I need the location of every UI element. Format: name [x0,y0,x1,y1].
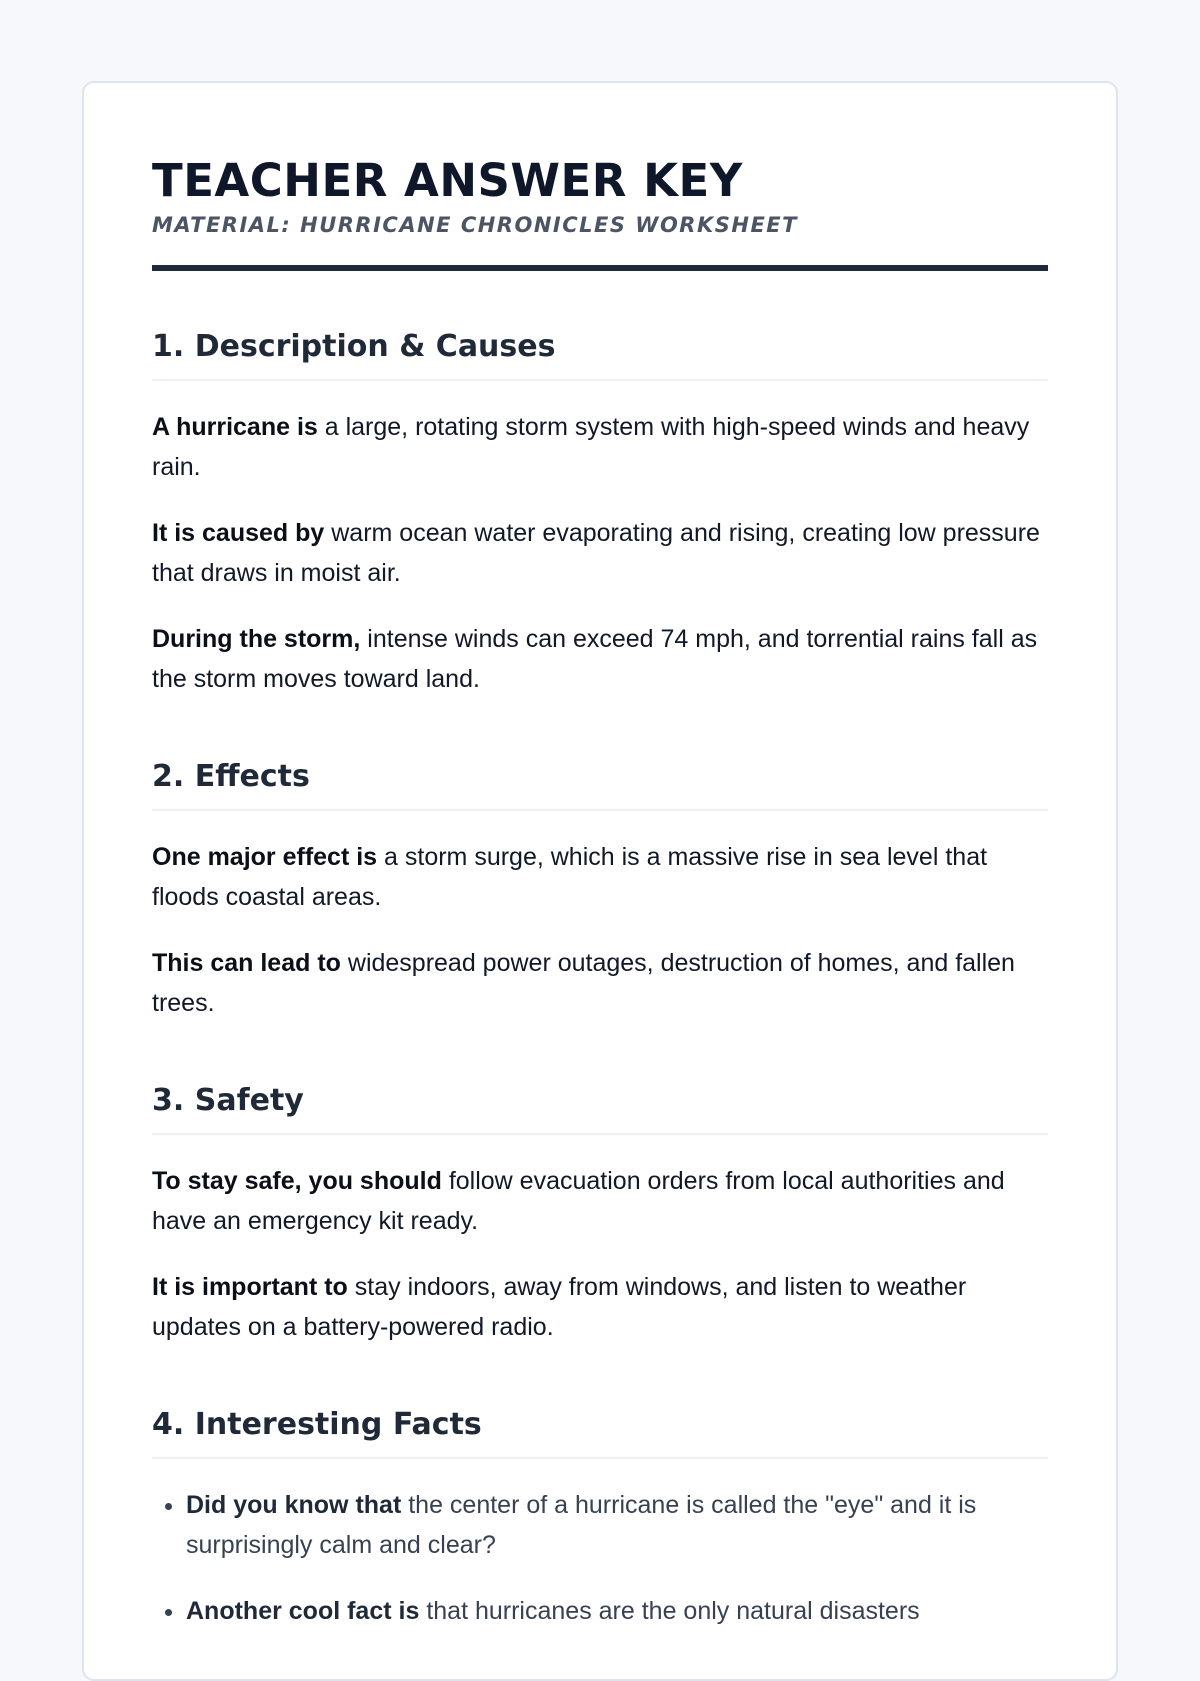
answer-text: intense winds can exceed 74 mph, and torrential rains fall as the storm moves toward land. [152,625,1038,693]
answer-text: widespread power outages, destruction of homes, and fallen trees. [152,949,1015,1017]
answer-lead: To stay safe, you should [152,1167,442,1195]
fact-lead: Another cool fact is [186,1597,420,1625]
answer-text: follow evacuation orders from local authorities and have an emergency kit ready. [152,1167,1005,1235]
answer-paragraph [152,1161,1048,1241]
section-effects [152,757,1048,1023]
fact-text: that hurricanes are the only natural disasters [419,1597,920,1625]
answer-lead: During the storm, [152,625,361,653]
answer-key-card [82,81,1118,1681]
answer-paragraph [152,407,1048,487]
fact-lead: Did you know that [186,1491,402,1519]
answer-paragraph [152,837,1048,917]
title-divider [152,265,1048,271]
answer-paragraph [152,513,1048,593]
section-interesting-facts [152,1405,1048,1631]
section-description-causes [152,327,1048,699]
list-item [186,1485,1048,1565]
answer-paragraph [152,943,1048,1023]
section-heading: 4. Interesting Facts [152,1405,1048,1459]
answer-lead: This can lead to [152,949,341,977]
fact-text: the center of a hurricane is called the "eye" and it is surprisingly calm and clear? [186,1491,977,1559]
answer-text: warm ocean water evaporating and rising, creating low pressure that draws in moist air. [152,519,1040,587]
answer-text: stay indoors, away from windows, and listen to weather updates on a battery-powered radio. [152,1273,967,1341]
section-heading: 3. Safety [152,1081,1048,1135]
answer-text: a storm surge, which is a massive rise in sea level that floods coastal areas. [152,843,988,911]
section-heading: 1. Description & Causes [152,327,1048,381]
answer-text: a large, rotating storm system with high-speed winds and heavy rain. [152,413,1030,481]
section-heading: 2. Effects [152,757,1048,811]
answer-paragraph [152,1267,1048,1347]
page-subtitle: MATERIAL: HURRICANE CHRONICLES WORKSHEET [152,213,798,237]
answer-paragraph [152,619,1048,699]
answer-lead: A hurricane is [152,413,318,441]
answer-lead: It is important to [152,1273,348,1301]
list-item [186,1591,1048,1631]
page-title: TEACHER ANSWER KEY [152,154,743,207]
section-safety [152,1081,1048,1347]
answer-lead: One major effect is [152,843,378,871]
facts-list [152,1485,1048,1631]
answer-lead: It is caused by [152,519,325,547]
